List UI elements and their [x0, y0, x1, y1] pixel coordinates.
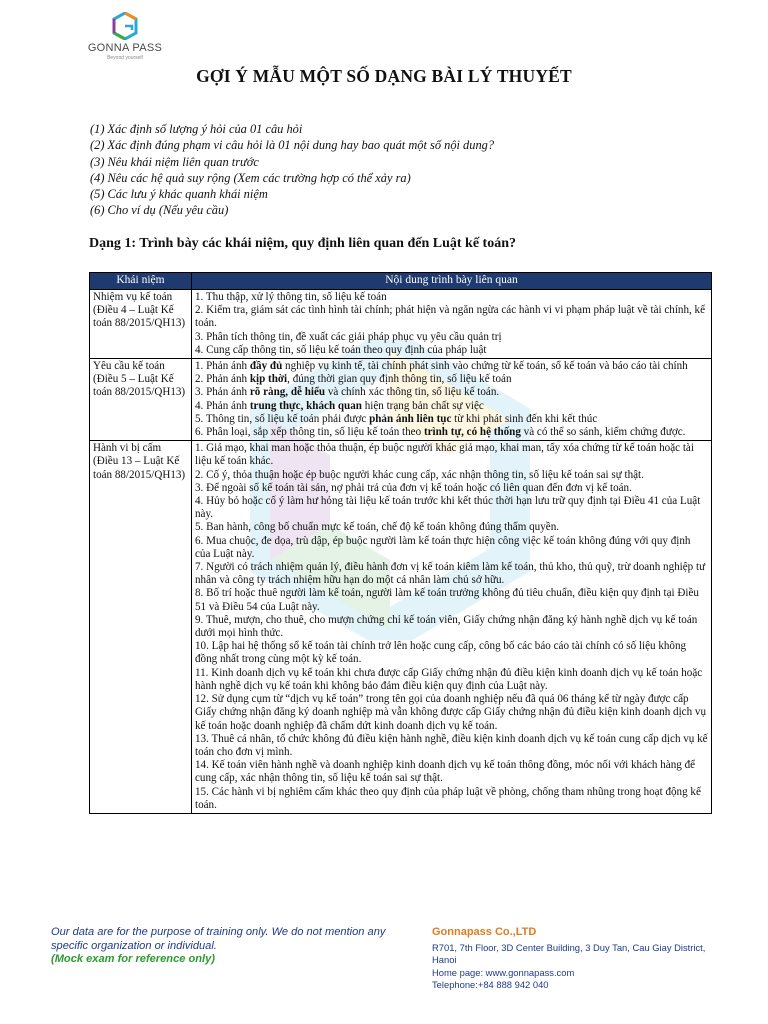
- content-item: 2. Phản ánh kịp thời, đúng thời gian quy định thông tin, số liệu kế toán: [195, 373, 512, 386]
- content-item: 1. Giả mạo, khai man hoặc thỏa thuận, ép buộc người khác giả mạo, khai man, tẩy xóa chứng từ kế toán hoặc tài liệu kế toán khác.: [195, 442, 694, 468]
- step-item: (5) Các lưu ý khác quanh khái niệm: [90, 187, 268, 202]
- table-row: [90, 290, 712, 359]
- content-item: 8. Bố trí hoặc thuê người làm kế toán, người làm kế toán trưởng không đủ tiêu chuẩn, điều kiện quy định tại Điều 51 và Điều 54 của Luật này.: [195, 587, 699, 613]
- page-title: GỢI Ý MẪU MỘT SỐ DẠNG BÀI LÝ THUYẾT: [196, 66, 572, 86]
- concept-cell: Hành vi bị cấm (Điều 13 – Luật Kế toán 88/2015/QH13): [90, 441, 192, 814]
- content-item: 2. Kiểm tra, giám sát các tình hình tài chính; phát hiện và ngăn ngừa các hành vi vi phạm pháp luật về tài chính, kế toán.: [195, 304, 706, 330]
- logo-brand: GONNA PASS: [87, 42, 163, 54]
- step-item: (2) Xác định đúng phạm vi câu hỏi là 01 nội dung hay bao quát một số nội dung?: [90, 138, 495, 153]
- step-item: (4) Nêu các hệ quả suy rộng (Xem các trường hợp có thể xảy ra): [90, 170, 411, 185]
- step-item: (6) Cho ví dụ (Nếu yêu cầu): [90, 203, 229, 218]
- table-row: [90, 359, 712, 441]
- content-item: 3. Để ngoài sổ kế toán tài sản, nợ phải trả của đơn vị kế toán hoặc có liên quan đến đơn vị kế toán.: [195, 481, 632, 494]
- content-item: 5. Ban hành, công bố chuẩn mực kế toán, chế độ kế toán không đúng thẩm quyền.: [195, 521, 560, 534]
- concepts-table: [89, 272, 712, 814]
- gonnapass-logo: [80, 12, 170, 64]
- content-item: 7. Người có trách nhiệm quản lý, điều hành đơn vị kế toán kiêm làm kế toán, thủ kho, thủ quỹ, trừ doanh nghiệp tư nhân và công ty trách nhiệm hữu hạn do một cá nhân làm chủ sở hữu.: [195, 561, 706, 587]
- content-item: 15. Các hành vi bị nghiêm cấm khác theo quy định của pháp luật về phòng, chống tham nhũng trong hoạt động kế toán.: [195, 785, 701, 811]
- concept-cell: Nhiệm vụ kế toán (Điều 4 – Luật Kế toán 88/2015/QH13): [90, 290, 192, 359]
- content-item: 4. Phản ánh trung thực, khách quan hiện trạng bản chất sự việc: [195, 399, 484, 412]
- content-item: 6. Mua chuộc, đe dọa, trù dập, ép buộc người làm kế toán thực hiện công việc kế toán không đúng với quy định của Luật này.: [195, 534, 691, 560]
- content-item: 1. Thu thập, xử lý thông tin, số liệu kế toán: [195, 291, 387, 303]
- mock-note: (Mock exam for reference only): [51, 953, 215, 965]
- content-item: 11. Kinh doanh dịch vụ kế toán khi chưa được cấp Giấy chứng nhận đủ điều kiện kinh doanh dịch vụ kế toán hoặc hành nghề dịch vụ kế toán khi không bảo đảm điều kiện quy định của Luật này.: [195, 666, 703, 692]
- table-header-row: [90, 273, 712, 290]
- content-item: 2. Cố ý, thỏa thuận hoặc ép buộc người khác cung cấp, xác nhận thông tin, số liệu kế toán sai sự thật.: [195, 468, 644, 481]
- company-address: R701, 7th Floor, 3D Center Building, 3 Duy Tan, Cau Giay District, Hanoi: [432, 941, 706, 965]
- content-item: 1. Phản ánh đầy đủ nghiệp vụ kinh tế, tài chính phát sinh vào chứng từ kế toán, sổ kế toán và báo cáo tài chính: [195, 360, 688, 373]
- company-name: Gonnapass Co.,LTD: [432, 926, 537, 938]
- step-item: (1) Xác định số lượng ý hỏi của 01 câu hỏi: [90, 122, 303, 136]
- content-item: 3. Phản ánh rõ ràng, dễ hiểu và chính xác thông tin, số liệu kế toán.: [195, 386, 500, 399]
- steps-list: [90, 121, 494, 219]
- content-item: 10. Lập hai hệ thống sổ kế toán tài chính trở lên hoặc cung cấp, công bố các báo cáo tài chính có số liệu không đồng nhất trong cùng một kỳ kế toán.: [195, 640, 687, 666]
- section-heading: Dạng 1: Trình bày các khái niệm, quy định liên quan đến Luật kế toán?: [89, 236, 516, 251]
- company-homepage[interactable]: Home page: www.gonnapass.com: [432, 966, 575, 978]
- logo-tagline: Beyond yourself: [107, 55, 143, 61]
- gonnapass-logo-icon: [112, 12, 138, 40]
- content-item: 13. Thuê cá nhân, tổ chức không đủ điều kiện hành nghề, điều kiện kinh doanh dịch vụ kế toán cung cấp dịch vụ kế toán cho đơn vị mình.: [195, 732, 708, 758]
- footer-contact: [432, 926, 732, 992]
- disclaimer-text: Our data are for the purpose of training only. We do not mention any specific organization or individual.: [51, 926, 386, 952]
- content-item: 3. Phân tích thông tin, đề xuất các giải pháp phục vụ yêu cầu quản trị: [195, 330, 502, 343]
- table-body: [90, 290, 712, 814]
- content-cell: [192, 290, 712, 359]
- step-item: (3) Nêu khái niệm liên quan trước: [90, 154, 259, 169]
- content-cell: [192, 359, 712, 441]
- footer-disclaimer: [51, 926, 406, 967]
- header-content: Nội dung trình bày liên quan: [192, 273, 712, 290]
- table-row: [90, 441, 712, 814]
- header-concept: Khái niệm: [90, 273, 192, 290]
- content-item: 9. Thuê, mượn, cho thuê, cho mượn chứng chỉ kế toán viên, Giấy chứng nhận đăng ký hành nghề dịch vụ kế toán dưới mọi hình thức.: [195, 613, 698, 640]
- content-cell: [192, 441, 712, 814]
- company-telephone: Telephone:+84 888 942 040: [432, 979, 549, 990]
- content-item: 12. Sử dụng cụm từ “dịch vụ kế toán” trong tên gọi của doanh nghiệp nếu đã quá 06 tháng kể từ ngày được cấp Giấy chứng nhận đăng ký doanh nghiệp mà vẫn không được cấp Giấy chứng nhận đủ điều kiện kinh doanh dịch vụ kế toán hoặc doanh nghiệp đã chấm dứt kinh doanh dịch vụ kế toán.: [195, 693, 706, 732]
- content-item: 4. Hủy bỏ hoặc cố ý làm hư hỏng tài liệu kế toán trước khi kết thúc thời hạn lưu trữ quy định tại Điều 41 của Luật này.: [195, 495, 701, 521]
- content-item: 6. Phân loại, sắp xếp thông tin, số liệu kế toán theo trình tự, có hệ thống và có thể so sánh, kiểm chứng được.: [195, 426, 686, 439]
- content-item: 5. Thông tin, số liệu kế toán phải được phản ánh liên tục từ khi phát sinh đến khi kết thúc: [195, 412, 598, 425]
- content-item: 4. Cung cấp thông tin, số liệu kế toán theo quy định của pháp luật: [195, 343, 487, 356]
- content-item: 14. Kế toán viên hành nghề và doanh nghiệp kinh doanh dịch vụ kế toán thông đồng, móc nối với khách hàng để cung cấp, xác nhận thông tin, số liệu kế toán sai sự thật.: [195, 759, 696, 785]
- concept-cell: Yêu cầu kế toán (Điều 5 – Luật Kế toán 88/2015/QH13): [90, 359, 192, 441]
